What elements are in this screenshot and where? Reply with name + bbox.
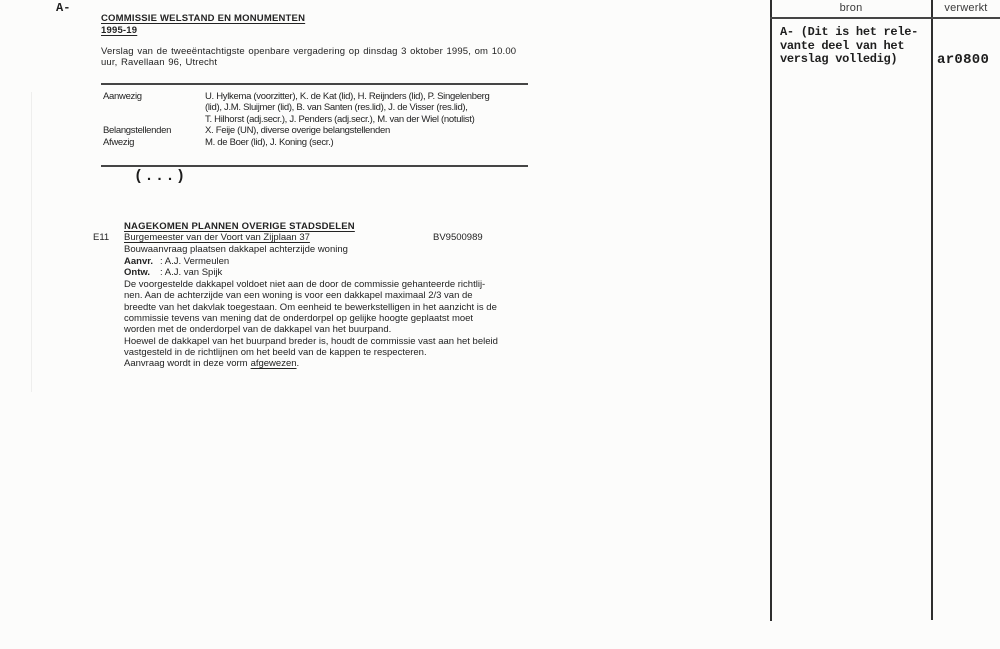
attendance-value: U. Hylkema (voorzitter), K. de Kat (lid), H. Reijnders (lid), P. Singelenberg: [205, 91, 490, 102]
case-reference: BV9500989: [433, 232, 483, 244]
attendance-label-belangstellenden: Belangstellenden: [103, 125, 172, 137]
attendance-value: X. Feije (UN), diverse overige belangstellenden: [205, 125, 390, 137]
case-address: Burgemeester van der Voort van Zijplaan 37: [124, 232, 310, 244]
doc-number: 1995-19: [101, 24, 138, 36]
table-vertical-line-left: [770, 0, 772, 621]
scan-artifact-line: [31, 92, 32, 392]
bron-note-line: verslag volledig): [780, 52, 898, 67]
attendance-value: M. de Boer (lid), J. Koning (secr.): [205, 136, 334, 148]
attendance-value: T. Hilhorst (adj.secr.), J. Penders (adj.secr.), M. van der Wiel (notulist): [205, 113, 475, 125]
applicant-value: : A.J. Vermeulen: [160, 255, 230, 267]
attendance-value: (lid), J.M. Sluijmer (lid), B. van Santen (res.lid), J. de Visser (res.lid),: [205, 102, 468, 114]
item-code: E11: [93, 232, 110, 244]
doc-title: COMMISSIE WELSTAND EN MONUMENTEN: [101, 13, 306, 24]
margin-annotation: A-: [56, 1, 71, 15]
designer-value: : A.J. van Spijk: [160, 266, 223, 278]
decision-suffix: .: [296, 358, 300, 370]
column-header-verwerkt: verwerkt: [944, 2, 988, 14]
bron-note-line: A- (Dit is het rele-: [780, 25, 919, 39]
decision-word: afgewezen: [250, 358, 297, 370]
body-line: vastgesteld in de richtlijnen om het beeld van de kappen te respecteren.: [124, 346, 427, 358]
column-header-bron: bron: [839, 2, 863, 14]
verwerkt-code: ar0800: [937, 52, 990, 68]
intro-line-2: uur, Ravellaan 96, Utrecht: [101, 57, 218, 69]
body-line: commissie tevens van mening dat de onderdorpel op gelijke hoogte geplaatst moet: [124, 312, 474, 324]
body-line: nen. Aan de achterzijde van een woning is voor een dakkapel maximaal 2/3 van de: [124, 290, 473, 302]
body-line: De voorgestelde dakkapel voldoet niet aan de door de commissie gehanteerde richtlij-: [124, 279, 486, 290]
table-header-underline: [770, 17, 1000, 19]
intro-line-1: Verslag van de tweeëntachtigste openbare vergadering op dinsdag 3 oktober 1995, om 10.00: [101, 46, 517, 57]
applicant-row: [124, 256, 229, 267]
table-vertical-line-right: [931, 0, 933, 620]
bron-note-line: vante deel van het: [780, 38, 905, 53]
designer-label: Ontw.: [124, 266, 151, 278]
divider-top: [101, 83, 528, 85]
designer-row: [124, 267, 222, 278]
divider-bottom: [101, 165, 528, 167]
body-line: Hoewel de dakkapel van het buurpand breder is, houdt de commissie vast aan het beleid: [124, 335, 498, 347]
decision-line: [124, 358, 299, 369]
applicant-label: Aanvr.: [124, 255, 154, 267]
case-subject: Bouwaanvraag plaatsen dakkapel achterzijde woning: [124, 243, 348, 255]
section-title: NAGEKOMEN PLANNEN OVERIGE STADSDELEN: [124, 221, 355, 232]
attendance-label-afwezig: Afwezig: [103, 136, 135, 148]
omission-mark: (...): [134, 168, 187, 185]
body-line: breedte van het dakvlak toegestaan. Om eenheid te bewerkstelligen in het aanzicht is de: [124, 301, 497, 313]
attendance-label-aanwezig: Aanwezig: [103, 91, 142, 102]
decision-prefix: Aanvraag wordt in deze vorm: [124, 358, 248, 370]
body-line: worden met de onderdorpel van de dakkapel van het buurpand.: [124, 324, 392, 336]
